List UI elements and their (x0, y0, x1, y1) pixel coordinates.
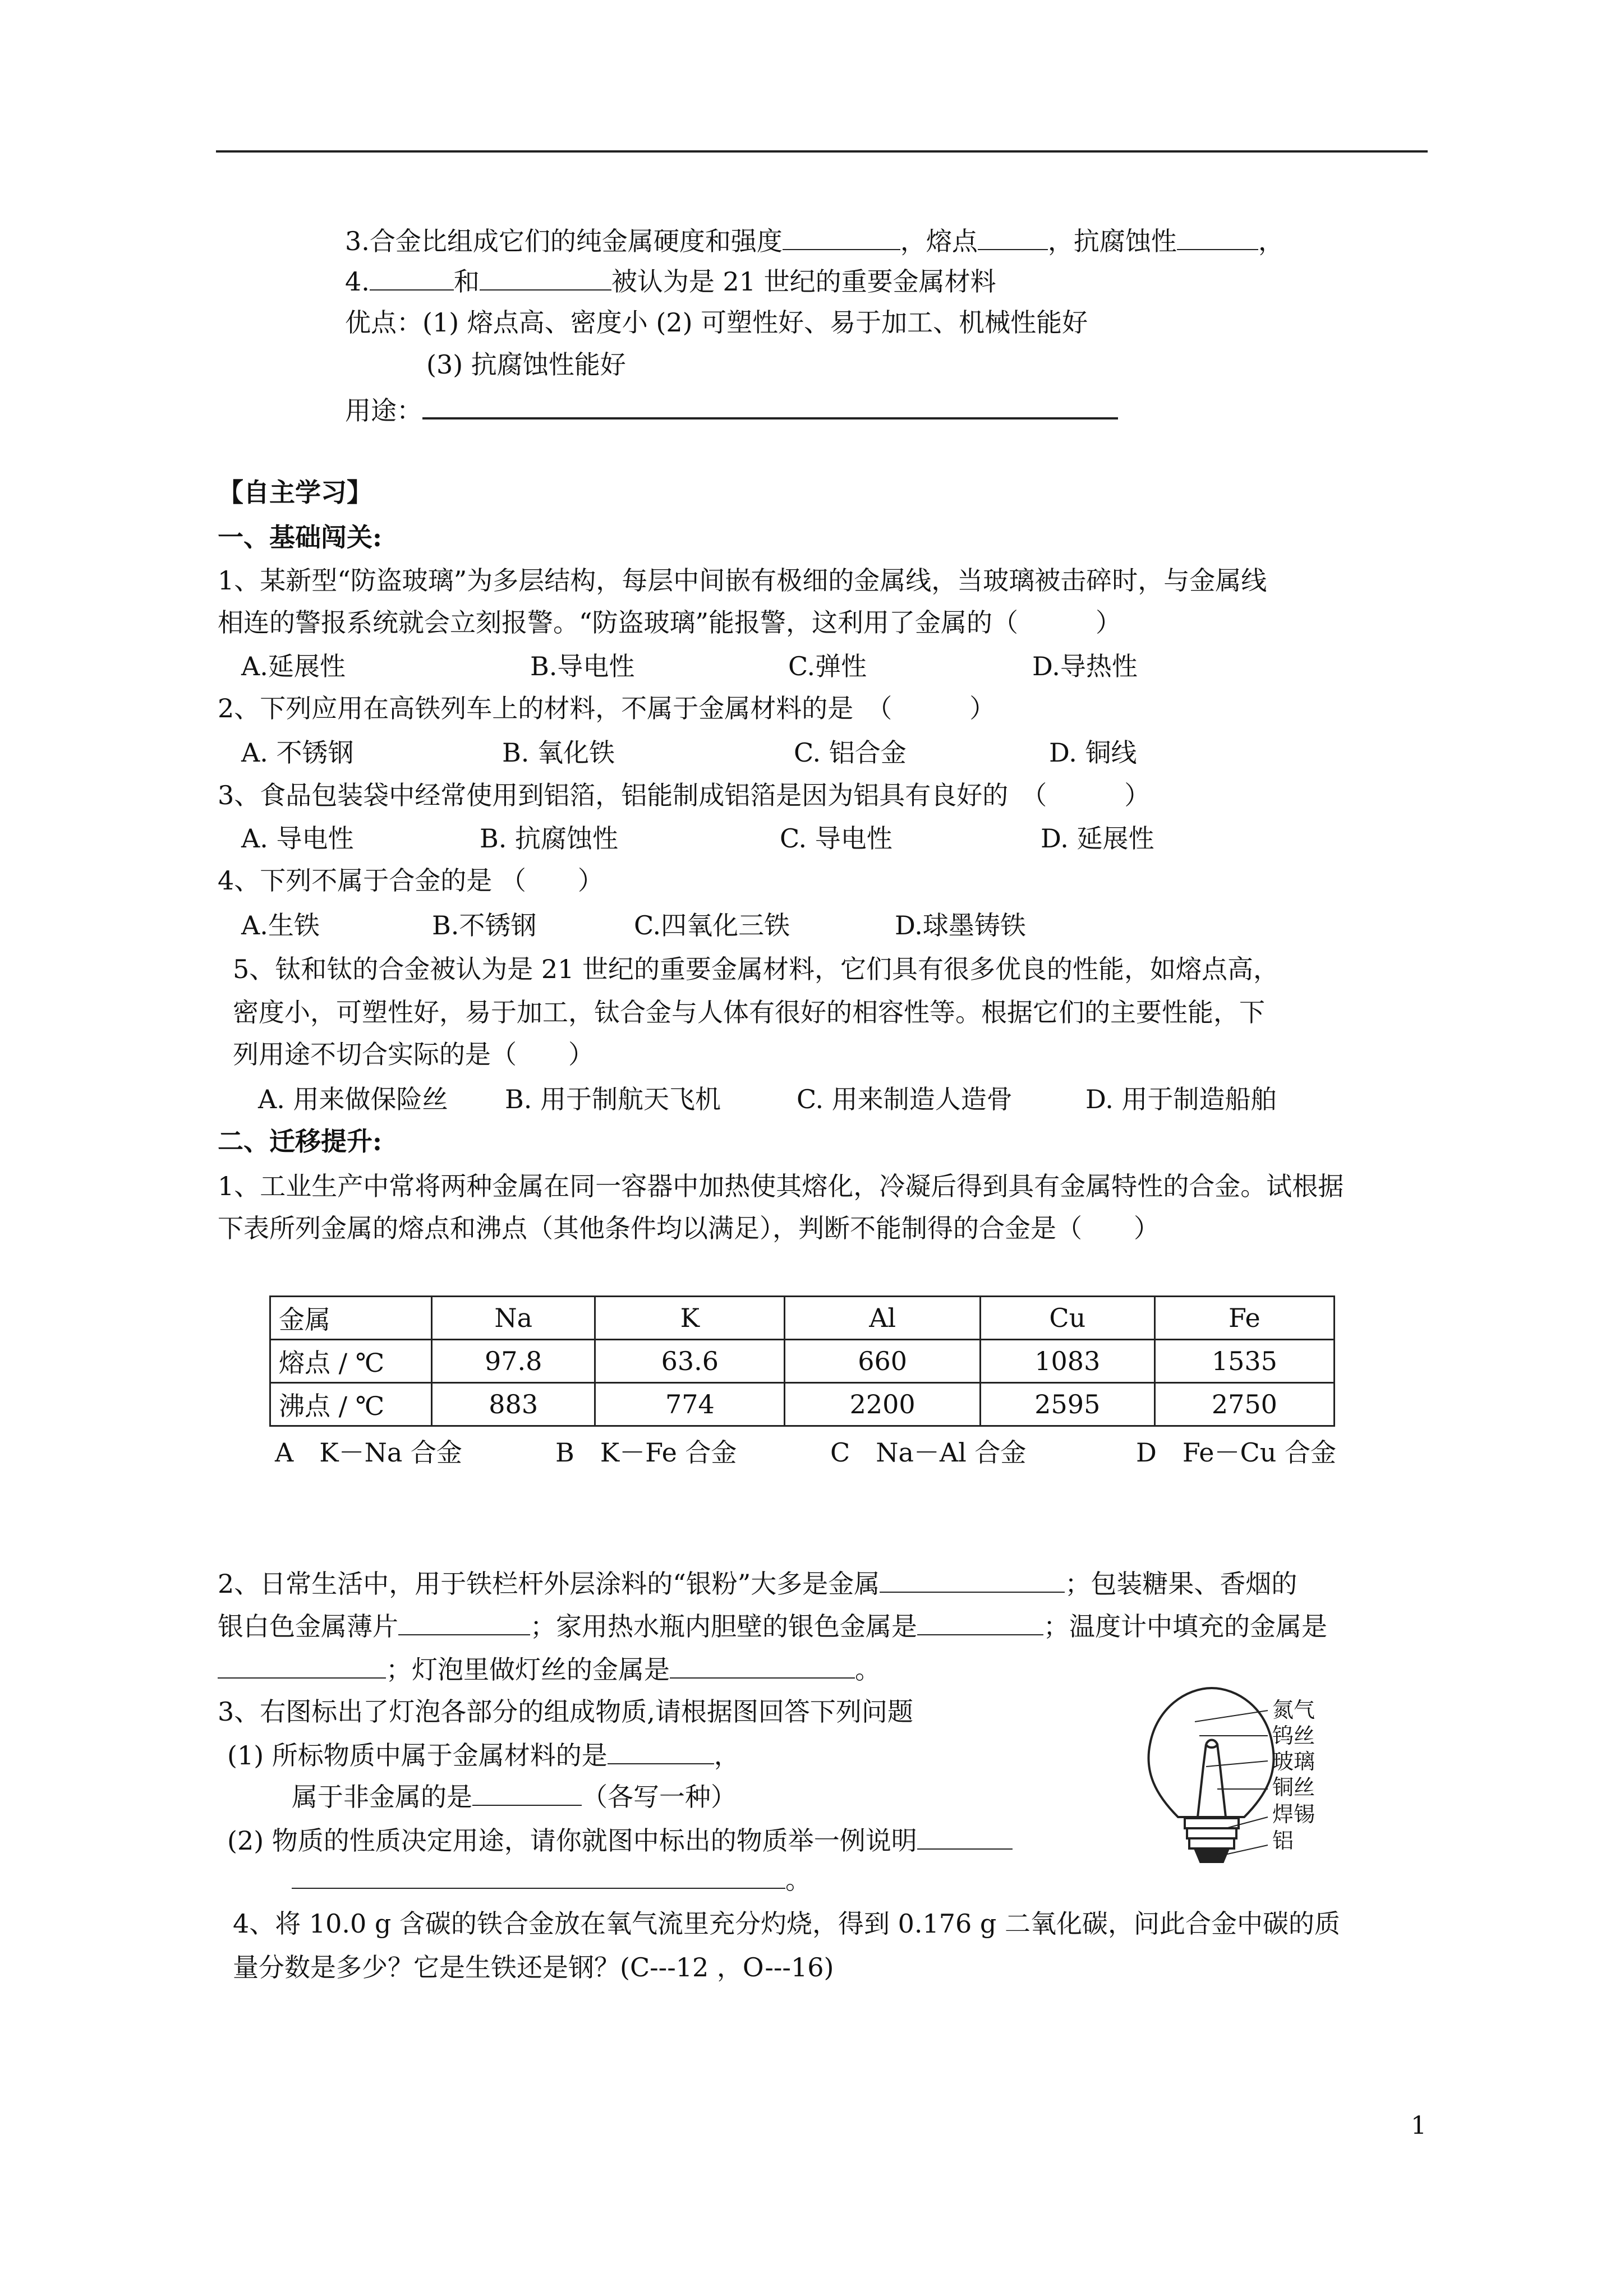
p1-q4-option-b[interactable]: B.不锈钢 (432, 910, 537, 940)
table-cell: 金属 (270, 1297, 432, 1340)
table-cell: 63.6 (595, 1340, 785, 1383)
label-nitrogen: 氮气 (1272, 1698, 1315, 1722)
p1-q5-line1: 5、钛和钛的合金被认为是 21 世纪的重要金属材料，它们具有很多优良的性能，如熔点高， (233, 954, 1280, 984)
table-cell: 774 (595, 1383, 785, 1426)
blank-nonmetal[interactable] (472, 1779, 582, 1806)
bulb-drawing (1148, 1688, 1273, 1862)
intro-line-4: 4. 和 被认为是 21 世纪的重要金属材料 (345, 264, 996, 298)
blank-filament[interactable] (670, 1652, 855, 1679)
p2-q1-option-c[interactable]: C Na－Al 合金 (830, 1437, 1027, 1468)
label-copper-wire: 铜丝 (1272, 1775, 1315, 1800)
p1-q3-option-d[interactable]: D. 延展性 (1041, 823, 1154, 854)
uses-line: 用途： (345, 391, 1118, 427)
table-cell: 熔点 / ℃ (270, 1340, 432, 1383)
table-cell: 2595 (980, 1383, 1154, 1426)
section-title: 【自主学习】 (218, 477, 372, 508)
table-cell: Na (432, 1297, 595, 1340)
table-cell: Al (785, 1297, 980, 1340)
p2-q2-line1: 2、日常生活中，用于铁栏杆外层涂料的“银粉”大多是金属 ；包装糖果、香烟的 (218, 1566, 1297, 1601)
p2-q1-line1: 1、工业生产中常将两种金属在同一容器中加热使其熔化，冷凝后得到具有金属特性的合金。试根据 (218, 1171, 1344, 1201)
p1-q5-option-c[interactable]: C. 用来制造人造骨 (797, 1084, 1013, 1114)
p1-q5-option-b[interactable]: B. 用于制航天飞机 (505, 1084, 721, 1114)
table-cell: 2750 (1154, 1383, 1334, 1426)
light-bulb-figure (1139, 1677, 1329, 1879)
header-rule (216, 150, 1428, 153)
p1-q4: 4、下列不属于合金的是 （ ） (218, 865, 604, 896)
p2-q1-line2: 下表所列金属的熔点和沸点（其他条件均以满足），判断不能制得的合金是（ ） (218, 1213, 1160, 1243)
blank-example-1[interactable] (917, 1823, 1013, 1850)
p1-q2-option-d[interactable]: D. 铜线 (1049, 737, 1137, 768)
p1-q1-line2: 相连的警报系统就会立刻报警。“防盗玻璃”能报警，这利用了金属的（ ） (218, 607, 1122, 638)
p1-q2-option-a[interactable]: A. 不锈钢 (241, 737, 354, 768)
blank-thermometer[interactable] (218, 1652, 386, 1679)
p2-q3-2b: 。 (292, 1862, 811, 1897)
label-glass: 玻璃 (1272, 1749, 1315, 1774)
p1-q3: 3、食品包装袋中经常使用到铝箔，铝能制成铝箔是因为铝具有良好的 （ ） (218, 780, 1151, 810)
page-number: 1 (1411, 2111, 1427, 2140)
part2-title: 二、迁移提升: (218, 1126, 382, 1156)
label-solder: 焊锡 (1272, 1802, 1315, 1827)
p2-q3: 3、右图标出了灯泡各部分的组成物质,请根据图回答下列问题 (218, 1696, 913, 1727)
p1-q5-line3: 列用途不切合实际的是（ ） (233, 1039, 594, 1069)
table-cell: 1083 (980, 1340, 1154, 1383)
p2-q2-line2: 银白色金属薄片 ；家用热水瓶内胆壁的银色金属是 ；温度计中填充的金属是 (218, 1608, 1327, 1643)
blank-metal-2[interactable] (480, 264, 611, 291)
p1-q2: 2、下列应用在高铁列车上的材料，不属于金属材料的是 （ ） (218, 693, 996, 723)
intro-line-3: 3.合金比组成它们的纯金属硬度和强度 ，熔点 ，抗腐蚀性 ， (345, 223, 1284, 258)
p1-q2-option-b[interactable]: B. 氧化铁 (502, 737, 615, 768)
blank-uses[interactable] (422, 391, 1118, 419)
p1-q1-option-a[interactable]: A.延展性 (241, 651, 346, 681)
blank-example-2[interactable] (292, 1862, 785, 1889)
table-cell: Fe (1154, 1297, 1334, 1340)
p2-q2-line3: ；灯泡里做灯丝的金属是 。 (218, 1652, 881, 1686)
p2-q1-option-a[interactable]: A K－Na 合金 (275, 1437, 462, 1468)
blank-corrosion[interactable] (1177, 223, 1258, 250)
p1-q5-line2: 密度小，可塑性好，易于加工，钛合金与人体有很好的相容性等。根据它们的主要性能，下 (233, 997, 1265, 1027)
table-header-row (270, 1297, 1335, 1340)
p2-q3-2: (2) 物质的性质决定用途，请你就图中标出的物质举一例说明 (227, 1823, 1013, 1857)
p1-q3-option-c[interactable]: C. 导电性 (780, 823, 892, 854)
p1-q1-option-b[interactable]: B.导电性 (530, 651, 635, 681)
table-cell: Cu (980, 1297, 1154, 1340)
label-aluminum: 铝 (1272, 1828, 1294, 1853)
p1-q4-option-c[interactable]: C.四氧化三铁 (634, 910, 790, 940)
advantages-2: (3) 抗腐蚀性能好 (426, 349, 626, 380)
table-cell: K (595, 1297, 785, 1340)
table-cell: 2200 (785, 1383, 980, 1426)
p1-q3-option-b[interactable]: B. 抗腐蚀性 (480, 823, 619, 854)
table-cell: 660 (785, 1340, 980, 1383)
blank-foil[interactable] (398, 1608, 530, 1635)
p1-q1-line1: 1、某新型“防盗玻璃”为多层结构，每层中间嵌有极细的金属线，当玻璃被击碎时，与金属线 (218, 565, 1267, 596)
p1-q5-option-d[interactable]: D. 用于制造船舶 (1085, 1084, 1277, 1114)
advantages-1: 优点：(1) 熔点高、密度小 (2) 可塑性好、易于加工、机械性能好 (345, 307, 1088, 338)
p2-q3-1b: 属于非金属的是 （各写一种） (292, 1779, 737, 1814)
p2-q4-line2: 量分数是多少？它是生铁还是钢？(C---12 ，O---16) (233, 1952, 834, 1983)
p1-q3-option-a[interactable]: A. 导电性 (241, 823, 354, 854)
p2-q4-line1: 4、将 10.0 g 含碳的铁合金放在氧气流里充分灼烧，得到 0.176 g 二氧化碳，问此合金中碳的质 (233, 1908, 1341, 1939)
table-cell: 883 (432, 1383, 595, 1426)
p1-q4-option-a[interactable]: A.生铁 (241, 910, 320, 940)
table-cell: 1535 (1154, 1340, 1334, 1383)
bulb-labels (1272, 1698, 1315, 1853)
blank-melting[interactable] (978, 223, 1048, 250)
p1-q2-option-c[interactable]: C. 铝合金 (794, 737, 907, 768)
part1-title: 一、基础闯关: (218, 522, 382, 552)
p2-q1-option-d[interactable]: D Fe－Cu 合金 (1136, 1437, 1336, 1468)
p2-q1-option-b[interactable]: B K－Fe 合金 (555, 1437, 737, 1468)
blank-hardness[interactable] (783, 223, 900, 250)
p1-q5-option-a[interactable]: A. 用来做保险丝 (258, 1084, 448, 1114)
p1-q1-option-c[interactable]: C.弹性 (788, 651, 867, 681)
metal-properties-table (269, 1295, 1335, 1427)
table-cell: 沸点 / ℃ (270, 1383, 432, 1426)
table-cell: 97.8 (432, 1340, 595, 1383)
p1-q4-option-d[interactable]: D.球墨铸铁 (895, 910, 1026, 940)
blank-metal-1[interactable] (370, 264, 454, 291)
blank-silver-powder[interactable] (880, 1566, 1065, 1593)
label-tungsten: 钨丝 (1272, 1723, 1315, 1748)
p2-q3-1: (1) 所标物质中属于金属材料的是 ， (227, 1737, 740, 1772)
table-row (270, 1383, 1335, 1426)
blank-metal-material[interactable] (608, 1737, 714, 1764)
p1-q1-option-d[interactable]: D.导热性 (1032, 651, 1138, 681)
blank-thermos[interactable] (917, 1608, 1043, 1635)
table-row (270, 1340, 1335, 1383)
